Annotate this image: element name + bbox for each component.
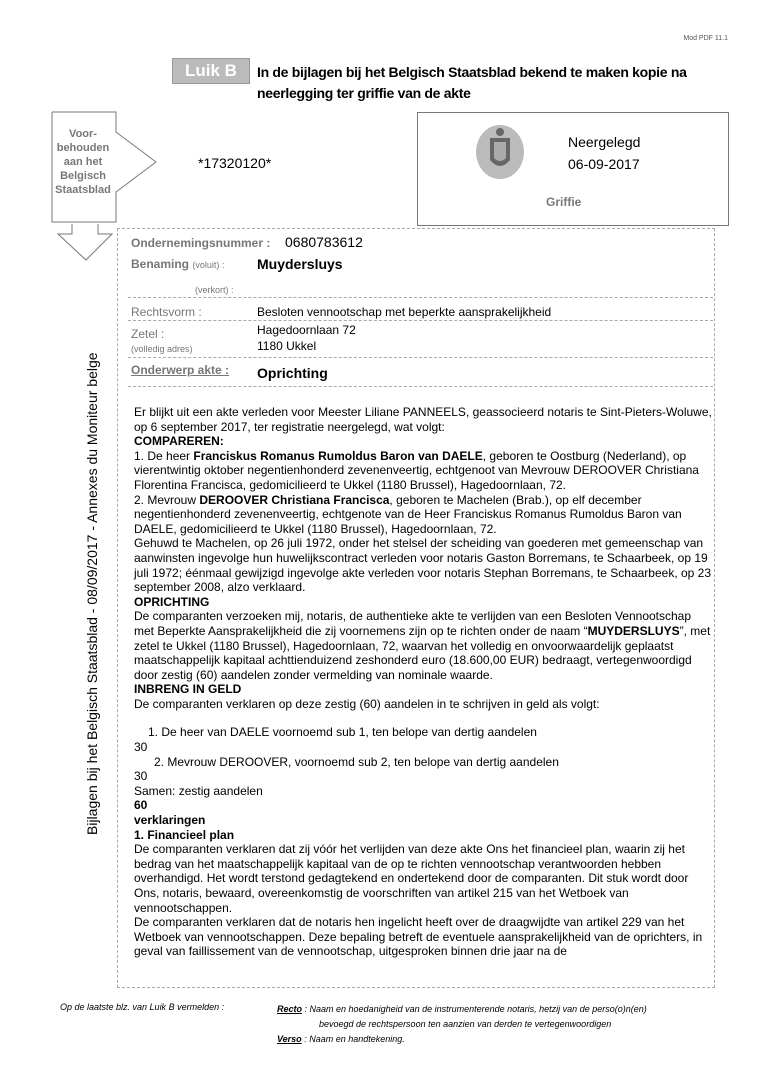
paragraph: De comparanten verklaren dat de notaris hen ingelicht heeft over de draagwijdte van artikel 229 van het Wetboek van vennootschappen. Deze bepaling betreft de eventuele aansprakelijkheid van de oprichters, in geval van faillissement van de vennootschap, uitgesproken binnen drie jaar na de (134, 915, 703, 959)
heading: 1. Financieel plan (134, 827, 235, 842)
short-name-label: (verkort) : (195, 285, 234, 295)
paragraph: De comparanten verklaren op deze zestig (60) aandelen in te schrijven in geld als volgt: (134, 696, 600, 711)
side-annotation: Bijlagen bij het Belgisch Staatsblad - 08/09/2017 - Annexes du Moniteur belge (84, 352, 100, 835)
heading: INBRENG IN GELD (134, 682, 242, 697)
seat-line-2: 1180 Ukkel (257, 339, 317, 353)
paragraph: De comparanten verklaren dat zij vóór het verlijden van deze akte Ons het financieel plan, waarin zij het bedrag van het maatschappelijk kapitaal van de op te richten vennootschap verantwoorden hebben overhandigd. Het wordt terstond gedagtekend en ondertekend door de comparanten. Dit stuk wordt door Ons, notaris, bewaard, overeenkomstig de voorschriften van artikel 215 van het Wetboek van vennootschappen. (134, 842, 689, 915)
company-name: Muydersluys (257, 256, 343, 272)
separator (128, 297, 713, 298)
company-number: 0680783612 (285, 234, 363, 250)
headline: In de bijlagen bij het Belgisch Staatsblad bekend te maken kopie na neerlegging ter griffie van de akte (257, 64, 687, 101)
footer-note: Op de laatste blz. van Luik B vermelden : (60, 1002, 225, 1012)
paragraph: 1. De heer Franciskus Romanus Rumoldus Baron van DAELE, geboren te Oostburg (Nederland), op vierentwintig oktober negentienhonderd zevenenveertig, echtgenoot van Mevrouw DEROOVER Christiana Florentina Francisca, gedomicilieerd te Ukkel (1180 Brussel), Hagedoornlaan, 72. (134, 448, 699, 492)
state-seal-icon (472, 122, 528, 182)
down-arrow-icon (50, 222, 120, 262)
separator (128, 386, 713, 387)
seat-label: Zetel : (131, 327, 165, 341)
seat-sublabel: (volledig adres) (131, 344, 193, 354)
filed-date: 06-09-2017 (568, 156, 640, 172)
company-name-label: Benaming (voluit) : (131, 257, 225, 271)
separator (128, 357, 713, 358)
paragraph: De comparanten verzoeken mij, notaris, de authentieke akte te verlijden van een Besloten Vennootschap met Beperkte Aansprakelijkheid die zij voornemens zijn op te richten onder de naam “MUYDERSLUYS”, met zetel te Ukkel (1180 Brussel), Hagedoornlaan, 72, waarvan het volledig en onvoorwaardelijk geplaatst maatschappelijk kapitaal achttienduizend zeshonderd euro (18.600,00 EUR) bedraagt, vertegenwoordigd door zestig (60) aandelen zonder vermelding van nominale waarde. (134, 609, 711, 682)
heading: verklaringen (134, 813, 206, 828)
subject-label: Onderwerp akte : (131, 363, 230, 377)
seat-line-1: Hagedoornlaan 72 (257, 323, 356, 337)
paragraph: 2. Mevrouw DEROOVER Christiana Francisca, geboren te Machelen (Brab.), op elf december negentienhonderd zevenenveertig, echtgenote van de Heer Franciskus Romanus Rumoldus Baron van DAELE, gedomicilieerd te Ukkel (1180 Brussel), Hagedoornlaan, 72. (134, 492, 682, 536)
total-line: Samen: zestig aandelen (134, 783, 263, 798)
list-item: 2. Mevrouw DEROOVER, voornoemd sub 2, ten belope van dertig aandelen (154, 754, 559, 769)
paragraph: Er blijkt uit een akte verleden voor Meester Liliane PANNEELS, geassocieerd notaris te Sint-Pieters-Woluwe, op 6 september 2017, ter registratie neergelegd, wat volgt: (134, 405, 712, 434)
heading: OPRICHTING (134, 594, 210, 609)
total-amount: 60 (134, 798, 148, 813)
legal-form-label: Rechtsvorm : (131, 305, 202, 319)
heading: COMPAREREN: (134, 434, 224, 449)
reference-number: *17320120* (198, 155, 272, 171)
reserved-label: Voor- behouden aan het Belgisch Staatsblad (55, 128, 111, 196)
paragraph: Gehuwd te Machelen, op 26 juli 1972, onder het stelsel der scheiding van goederen met gemeenschap van aanwinsten ingevolge hun huwelijkscontract verleden voor notaris Gaston Borremans, te Schaarbeek, op 19 juli 1972; éénmaal gewijzigd ingevolge akte verleden voor notaris Stephan Borremans, te Schaarbeek, op 23 september 2008, alzo verklaard. (134, 536, 712, 595)
list-amount: 30 (134, 769, 148, 784)
separator (128, 320, 713, 321)
form-code: Mod PDF 11.1 (683, 35, 728, 42)
legal-form: Besloten vennootschap met beperkte aansprakelijkheid (257, 305, 552, 319)
footer-instructions: Recto : Naam en hoedanigheid van de instrumenterende notaris, hetzij van de perso(o)n(en) bevoegd de rechtspersoon ten aanzien van derden te vertegenwoordigen Verso : Naam en handtekening. (277, 1004, 647, 1044)
list-amount: 30 (134, 740, 148, 755)
luik-badge: Luik B (172, 58, 250, 84)
subject: Oprichting (257, 365, 328, 381)
company-number-label: Ondernemingsnummer : (131, 236, 271, 250)
filed-label: Neergelegd (568, 134, 641, 150)
griffie-label: Griffie (546, 195, 582, 209)
deed-text (134, 405, 712, 959)
list-item: 1. De heer van DAELE voornoemd sub 1, ten belope van dertig aandelen (148, 725, 537, 740)
